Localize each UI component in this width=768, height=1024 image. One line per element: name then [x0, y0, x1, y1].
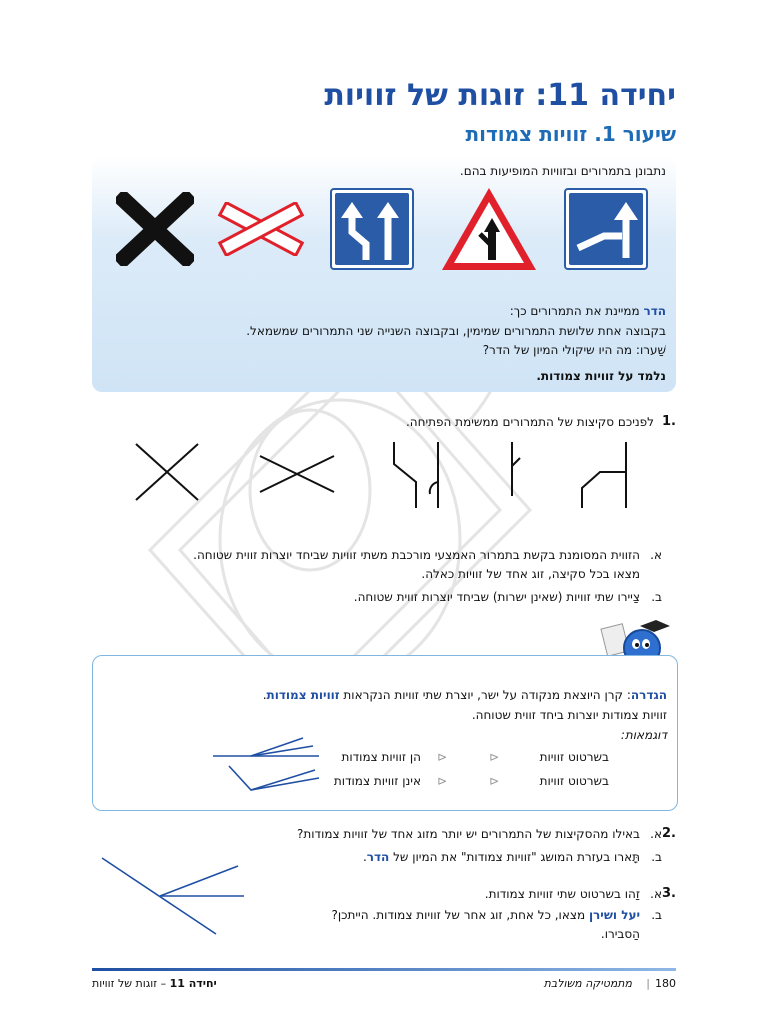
- intro-groups-text: בקבוצה אחת שלושת התמרורים שמימין, ובקבוצה השנייה שני התמרורים שמשמאל.: [246, 324, 666, 338]
- question-2b-label: ב.: [651, 850, 662, 864]
- right-turn-lane-sign-icon: [564, 188, 648, 270]
- hadar-name: הדר: [643, 304, 666, 318]
- definition-text-before: : קרן היוצאת מנקודה על ישר, יוצרת שתי זוויות הנקראות: [339, 688, 631, 702]
- sketch-split-branch: [394, 442, 416, 508]
- question-1a-label: א.: [650, 548, 662, 562]
- definition-text-after: .: [262, 688, 267, 702]
- example1-left: בשרטוט זוויות: [539, 750, 609, 764]
- question-3a-text: זַהו בשרטוט שתי זוויות צמודות.: [484, 887, 640, 901]
- question-3b-text: מצאו, כל אחת, זוג אחר של זוויות צמודות. הייתכן?: [331, 908, 589, 922]
- lane-split-sign-icon: [330, 188, 414, 270]
- question-3b: [332, 908, 663, 922]
- hadar-sorts-text: ממיינת את התמרורים כך:: [509, 304, 644, 318]
- footer-unit: [92, 977, 217, 990]
- intro-box: [92, 156, 676, 392]
- definition-line2: זוויות צמודות יוצרות ביחד זווית שטוחה.: [471, 708, 667, 722]
- example1-ray2: [251, 746, 313, 756]
- question-3b-names: יעל ושירן: [588, 908, 640, 922]
- question-3a-label: א.: [650, 887, 662, 901]
- question-2b-after: .: [362, 850, 367, 864]
- definition-label: הגדרה: [630, 688, 667, 702]
- railway-crossing-sign-icon: [216, 202, 306, 256]
- example2-arrow-icon: ⊲: [488, 774, 499, 788]
- intro-guess-text: שַׁערו: מה היו שיקולי המיון של הדר?: [482, 343, 666, 357]
- definition-line: [263, 688, 667, 702]
- sketch-merge-branch: [512, 458, 520, 466]
- question-2a-label: א.: [650, 827, 662, 841]
- example2-left: בשרטוט זוויות: [539, 774, 609, 788]
- sketch-split-arc: [430, 482, 438, 494]
- question-3-number: .3: [662, 886, 676, 901]
- question-2-number: .2: [662, 826, 676, 841]
- question-2a: [297, 827, 662, 841]
- example2-right: אינן זוויות צמודות: [333, 774, 421, 788]
- unit-title: יחידה 11: זוגות של זוויות: [324, 78, 676, 113]
- question-1a-line1: הזווית המסומנת בקשת בתמרור האמצעי מורכבת משתי זוויות שביחד יוצרות זווית שטוחה.: [193, 548, 640, 562]
- example1-right: הן זוויות צמודות: [341, 750, 421, 764]
- question-3b-label: ב.: [651, 908, 662, 922]
- footer-unit-name: – זוגות של זוויות: [92, 977, 170, 990]
- sign-sketches: [120, 436, 640, 516]
- question-1-number: .1: [662, 414, 676, 429]
- sketch-turn-branch: [582, 472, 626, 508]
- footer-rule: [92, 968, 676, 971]
- footer-book: מתמטיקה משולבת: [543, 977, 632, 990]
- diagram-ray-up: [160, 866, 238, 896]
- question-2a-text: באילו מהסקיצות של התמרורים יש יותר מזוג אחד של זוויות צמודות?: [297, 827, 640, 841]
- question-1b-label: ב.: [651, 590, 662, 604]
- footer-page-number: 180: [655, 977, 676, 990]
- example1-arrow2-icon: ⊲: [436, 750, 447, 764]
- definition-box: [92, 655, 678, 811]
- example2-lines: [229, 766, 319, 790]
- footer-unit-label: יחידה 11: [169, 977, 217, 990]
- examples-label: דוגמאות:: [620, 728, 667, 742]
- example-drawings: [211, 734, 323, 798]
- question-2b: [363, 850, 662, 864]
- question-3a: [485, 887, 662, 901]
- lesson-title: שיעור 1. זוויות צמודות: [465, 122, 676, 146]
- example1-ray: [251, 738, 303, 756]
- intro-learn-text: נלמד על זוויות צמודות.: [536, 369, 666, 383]
- question-2b-name: הדר: [366, 850, 390, 864]
- question-3b-line2: הַסבירו.: [600, 927, 640, 941]
- question-1b-text: צַיירו שתי זוויות (שאינן ישרות) שביחד יוצרות זווית שטוחה.: [353, 590, 640, 604]
- merge-triangle-sign-icon: [440, 186, 538, 272]
- question-1-text: לפניכם סקיצות של התמרורים ממשימת הפתיחה.: [405, 415, 654, 429]
- example2-arrow2-icon: ⊲: [436, 774, 447, 788]
- intro-observe-text: נתבונן בתמרורים ובזוויות המופיעות בהם.: [459, 164, 666, 178]
- question-1a: [193, 548, 662, 562]
- question-1a-line2: מצאו בכל סקיצה, זוג אחד של זוויות כאלה.: [421, 567, 640, 581]
- black-x-sign-icon: [116, 192, 194, 266]
- footer-divider: |: [646, 977, 650, 990]
- question-2b-text: תָּארו בעזרת המושג "זוויות צמודות" את המיון של: [389, 850, 640, 864]
- question-1b: [354, 590, 662, 604]
- example1-arrow-icon: ⊲: [488, 750, 499, 764]
- definition-term: זוויות צמודות: [266, 688, 340, 702]
- question-3-diagram: [98, 854, 250, 938]
- intro-hadar-line: [510, 304, 666, 318]
